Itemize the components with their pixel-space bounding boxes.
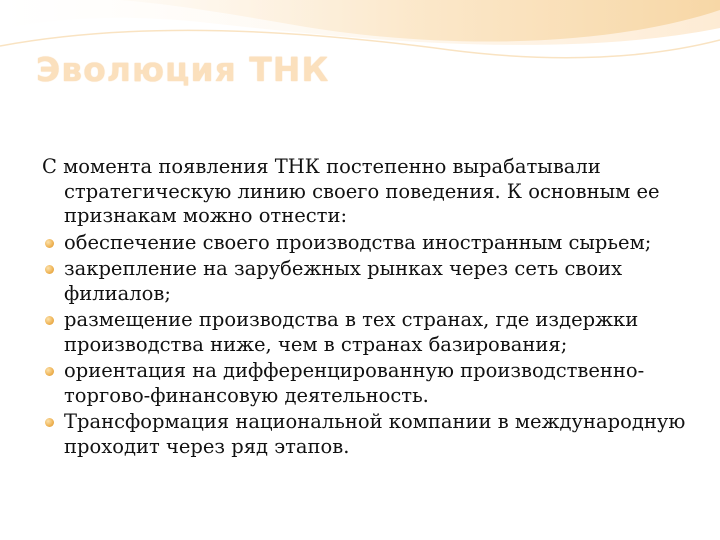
bullet-text: ориентация на дифференцированную производственно-торгово-финансовую деятельность. — [64, 359, 645, 407]
bullet-text: закрепление на зарубежных рынках через сеть своих филиалов; — [64, 257, 623, 305]
bullet-text: размещение производства в тех странах, где издержки производства ниже, чем в странах базирования; — [64, 308, 639, 356]
bullet-list — [42, 231, 702, 460]
bullet-dot-icon — [45, 418, 54, 427]
list-item — [42, 308, 702, 357]
bullet-dot-icon — [45, 239, 54, 248]
slide-title: Эволюция ТНК — [36, 50, 330, 89]
slide-body — [42, 155, 702, 461]
intro-text: С момента появления ТНК постепенно вырабатывали стратегическую линию своего поведения. К основным ее признакам можно отнести: — [42, 155, 660, 227]
bullet-dot-icon — [45, 316, 54, 325]
list-item — [42, 410, 702, 459]
list-item — [42, 359, 702, 408]
list-item — [42, 231, 702, 256]
bullet-text: обеспечение своего производства иностранным сырьем; — [64, 230, 652, 254]
bullet-dot-icon — [45, 265, 54, 274]
list-item — [42, 257, 702, 306]
bullet-dot-icon — [45, 367, 54, 376]
bullet-text: Трансформация национальной компании в международную проходит через ряд этапов. — [64, 410, 686, 458]
